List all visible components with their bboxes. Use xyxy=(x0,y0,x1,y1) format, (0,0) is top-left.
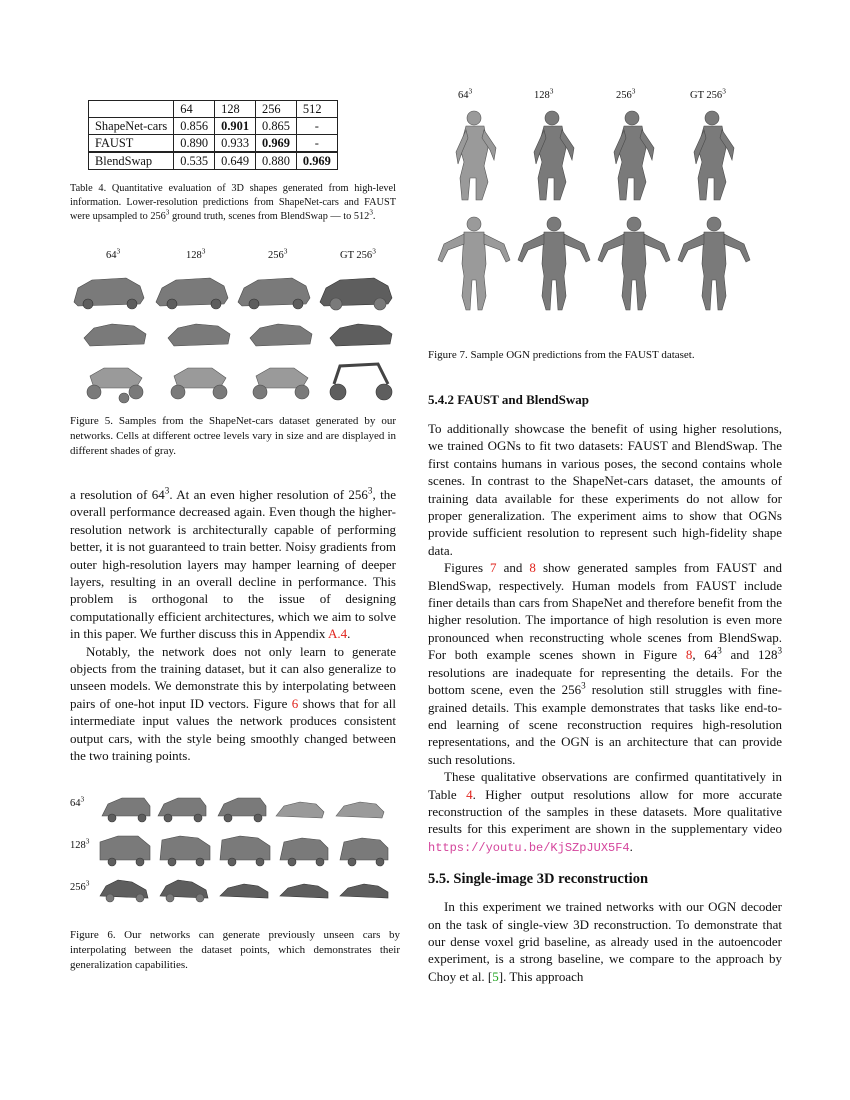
car-render xyxy=(330,324,392,346)
car-render xyxy=(280,838,328,866)
car-render xyxy=(100,836,150,866)
table-cell: - xyxy=(296,118,337,135)
paragraph: a resolution of $64^3$. At an even higher resolution of $256^3$, the overall performance decreased again. Even though the higher-resolution network is architecturally capable of performing better, it is not guaranteed to train better. Noisy gradients from outer high-resolution layers may hamper learning of deeper layers, resulting in an overall decline in performance. This problem is orthogonal to the issue of designing computationally efficient architectures, which we aim to solve in this paper. We further discuss this in Appendix A.4. xyxy=(70,485,396,642)
table-cell: 0.880 xyxy=(256,152,297,170)
table-4 xyxy=(88,100,338,170)
car-render xyxy=(74,278,144,309)
car-render xyxy=(250,324,312,346)
human-render xyxy=(534,111,574,200)
car-render xyxy=(171,368,227,399)
figure-5 xyxy=(70,248,396,408)
figure-6-caption: Figure 6. Our networks can generate previously unseen cars by interpolating between the dataset points, which demonstrates their generalization capabilities. xyxy=(70,929,400,971)
caption-text: Table 4. Quantitative evaluation of 3D shapes generated from high-level information. Lower-resolution predictions from ShapeNet-cars and FAUST were upsampled to 256 xyxy=(70,183,396,222)
human-render xyxy=(438,217,510,310)
car-render xyxy=(156,278,228,309)
table-cell: - xyxy=(296,135,337,153)
paragraph: Figures 7 and 8 show generated samples from FAUST and BlendSwap, respectively. Human models from FAUST include finer details than cars from ShapeNet and therefore benefit from the higher resolution. The importance of high resolution is even more pronounced when reconstructing whole scenes from BlendSwap. For both example scenes shown in Figure 8, $64^3$ and $128^3$ resolutions are inadequate for representing the details. For the bottom scene, even the $256^3$ resolution still struggles with fine-grained details. This example demonstrates that tasks like end-to-end learning of scene reconstruction requires high-resolution representations, and the OGN is an architecture that can provide such resolutions. xyxy=(428,560,783,767)
car-render xyxy=(320,278,392,310)
figure-5-col-label: $256^3$ xyxy=(268,246,288,261)
figure-5-caption: Figure 5. Samples from the ShapeNet-cars dataset generated by our networks. Cells at different octree levels vary in size and are displayed in different shades of gray. xyxy=(70,415,396,457)
figure-7-image xyxy=(428,104,782,324)
table-header-cell: 256 xyxy=(256,101,297,118)
table-header-row xyxy=(89,101,338,118)
car-render xyxy=(100,880,148,902)
car-render xyxy=(276,802,324,818)
table-4-caption xyxy=(70,182,396,224)
car-render xyxy=(238,278,310,309)
figure-5-col-label: $128^3$ xyxy=(186,246,206,261)
appendix-link[interactable]: A.4 xyxy=(327,626,348,642)
paragraph: In this experiment we trained networks with our OGN decoder on the task of single-view 3D reconstruction. To demonstrate that our dense voxel grid baseline, as already used in the autoencoder experiment, is a strong baseline, we compare to the approach by Choy et al. [5]. This approach xyxy=(428,899,782,984)
table-cell: 0.865 xyxy=(256,118,297,135)
table-cell: 0.890 xyxy=(174,135,215,153)
table-cell: BlendSwap xyxy=(89,152,174,170)
paragraph: To additionally showcase the benefit of using higher resolutions, we trained OGNs to fit two datasets: FAUST and BlendSwap. The first contains humans in various poses, the second contains whole scenes. In contrast to the ShapeNet-cars dataset, the amounts of training data available for these experiments do not allow for proper generalization. The experiment aims to show that OGNs provide sufficient resolution to represent such high-fidelity shape data. xyxy=(428,421,782,558)
figure-link[interactable]: 8 xyxy=(529,560,536,576)
figure-7 xyxy=(428,88,782,328)
figure-6-row-label: $256^3$ xyxy=(70,878,90,893)
human-render xyxy=(518,217,590,310)
table-row xyxy=(89,118,338,135)
car-render xyxy=(102,798,150,822)
table-cell: 0.649 xyxy=(215,152,256,170)
section-heading: 5.5. Single-image 3D reconstruction xyxy=(428,871,649,888)
car-render xyxy=(158,798,206,822)
human-render xyxy=(614,111,654,200)
figure-7-col-label: $64^3$ xyxy=(458,86,473,101)
car-render xyxy=(336,802,384,818)
car-render xyxy=(160,880,208,902)
figure-6-row-label: $128^3$ xyxy=(70,836,90,851)
table-cell: 0.535 xyxy=(174,152,215,170)
human-render xyxy=(456,111,496,200)
figure-5-col-label: GT $256^3$ xyxy=(340,246,376,261)
caption-text: ground truth, scenes from BlendSwap — to 512 xyxy=(169,211,370,222)
table-header-cell: 512 xyxy=(296,101,337,118)
human-render xyxy=(694,111,734,200)
car-render xyxy=(160,836,210,866)
human-render xyxy=(678,217,750,310)
figure-6-row-label: $64^3$ xyxy=(70,794,85,809)
paragraph: Notably, the network does not only learn to generate objects from the training dataset, but it can also generalize to unseen models. We demonstrate this by interpolating between pairs of one-hot input ID vectors. Figure 6 shows that for all intermediate input values the network produces consistent output cars, with the style being smoothly changed between the two training points. xyxy=(70,643,397,764)
citation-link[interactable]: 5 xyxy=(492,968,499,984)
car-render xyxy=(253,368,309,399)
caption-text: . xyxy=(372,211,376,222)
table-header-cell xyxy=(89,101,174,118)
car-render xyxy=(220,836,270,866)
figure-link[interactable]: 7 xyxy=(490,560,497,576)
table-row xyxy=(89,152,338,170)
figure-link[interactable]: 8 xyxy=(685,647,693,663)
car-render xyxy=(340,884,388,898)
table-cell: FAUST xyxy=(89,135,174,153)
human-render xyxy=(598,217,670,310)
car-render xyxy=(87,368,143,403)
figure-link[interactable]: 6 xyxy=(291,695,299,711)
car-render xyxy=(280,884,328,898)
figure-7-col-label: $128^3$ xyxy=(534,86,554,101)
table-cell: ShapeNet-cars xyxy=(89,118,174,135)
figure-7-col-label: GT $256^3$ xyxy=(690,86,726,101)
video-link[interactable]: https://youtu.be/KjSZpJUX5F4 xyxy=(428,840,630,855)
table-row xyxy=(89,135,338,153)
table-cell: 0.969 xyxy=(256,135,297,153)
section-heading: 5.4.2 FAUST and BlendSwap xyxy=(428,392,589,407)
table-cell: 0.969 xyxy=(296,152,337,170)
superscript: 3 xyxy=(165,208,170,217)
figure-5-image xyxy=(70,264,396,414)
figure-6-image xyxy=(98,790,398,910)
table-header-cell: 128 xyxy=(215,101,256,118)
car-render xyxy=(84,324,146,346)
car-render xyxy=(218,798,266,822)
figure-7-caption: Figure 7. Sample OGN predictions from the FAUST dataset. xyxy=(428,349,695,361)
table-cell: 0.856 xyxy=(174,118,215,135)
car-render xyxy=(340,838,388,866)
table-cell: 0.933 xyxy=(215,135,256,153)
figure-5-col-label: $64^3$ xyxy=(106,246,121,261)
superscript: 3 xyxy=(369,208,373,217)
left-body-text xyxy=(70,486,396,765)
paragraph: These qualitative observations are confirmed quantitatively in Table 4. Higher output resolutions allow for more accurate reconstruction of the samples in these datasets. More qualitative results for this experiment are shown in the supplementary video https://youtu.be/KjSZpJUX5F4. xyxy=(428,769,782,855)
table-link[interactable]: 4 xyxy=(466,786,473,802)
car-render xyxy=(220,884,268,898)
right-body-text xyxy=(428,392,782,985)
figure-6 xyxy=(70,790,400,910)
car-render xyxy=(168,324,230,346)
table-cell: 0.901 xyxy=(215,118,256,135)
figure-7-col-label: $256^3$ xyxy=(616,86,636,101)
car-render xyxy=(330,364,392,400)
table-header-cell: 64 xyxy=(174,101,215,118)
